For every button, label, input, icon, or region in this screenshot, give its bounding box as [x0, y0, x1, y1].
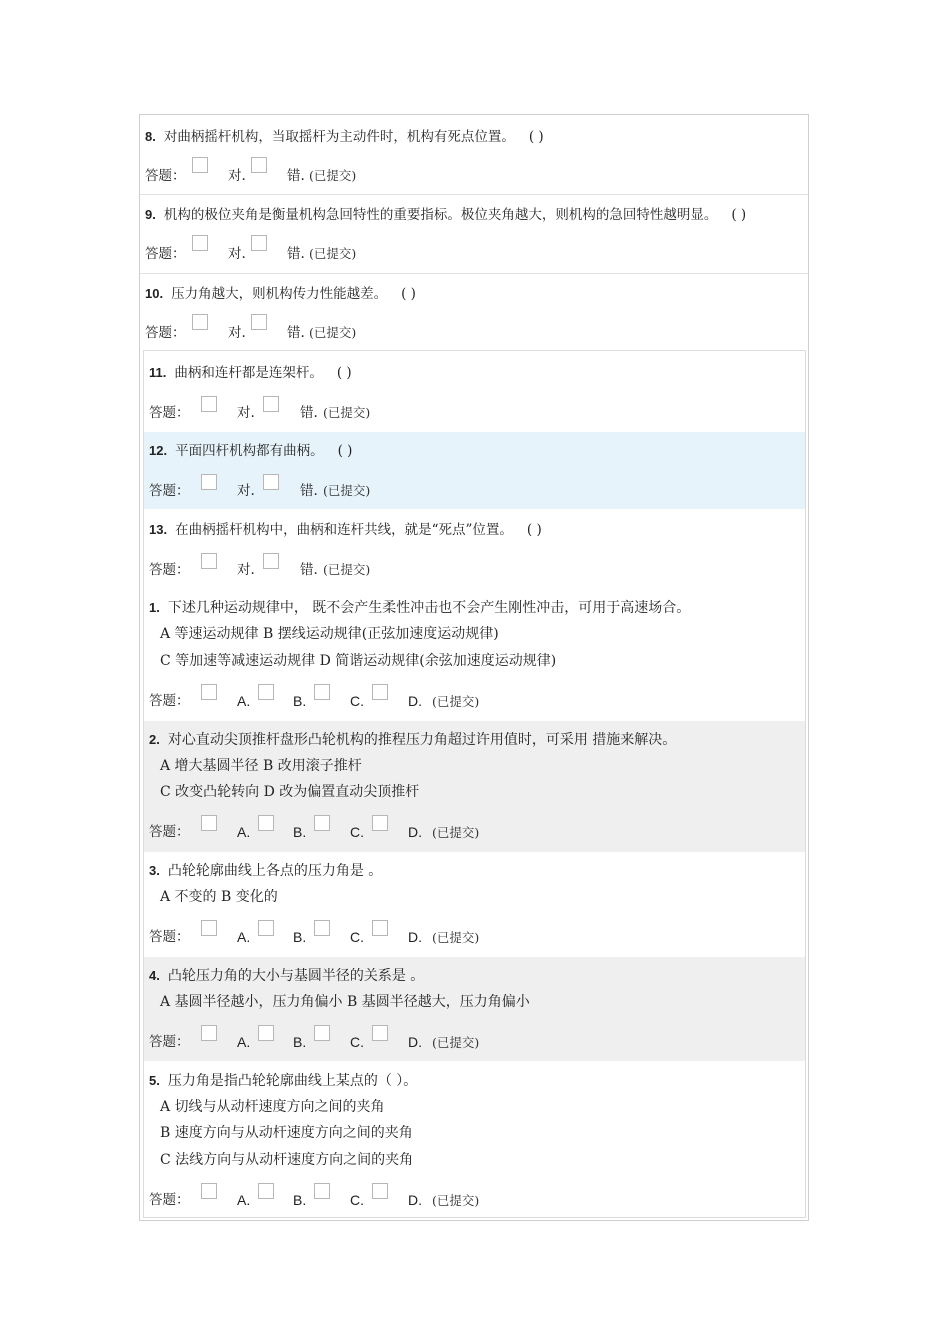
checkbox-b[interactable]	[258, 920, 274, 936]
option-line: A 基圆半径越小，压力角偏小 B 基圆半径越大，压力角偏小	[160, 994, 530, 1010]
label-true: 对.	[228, 325, 246, 341]
answer-row-c3	[149, 928, 190, 946]
answer-prefix: 答题：	[145, 325, 186, 341]
label-true: 对.	[228, 168, 246, 184]
answer-row-q11	[149, 404, 190, 422]
answer-row-q8	[145, 167, 186, 185]
answer-prefix: 答题：	[149, 693, 190, 709]
question-8	[145, 128, 544, 146]
choice-question-1	[149, 599, 690, 617]
question-number: 1.	[149, 600, 160, 615]
submitted-status: (已提交)	[432, 694, 480, 709]
checkbox-a[interactable]	[201, 684, 217, 700]
answer-paren: ( )	[526, 522, 542, 538]
checkbox-d[interactable]	[372, 920, 388, 936]
checkbox-true[interactable]	[201, 396, 217, 412]
label-b: B.	[293, 929, 307, 945]
label-c: C.	[350, 824, 364, 840]
question-number: 2.	[149, 732, 160, 747]
label-false: 错.	[300, 405, 318, 421]
answer-prefix: 答题：	[149, 1192, 190, 1208]
checkbox-c[interactable]	[314, 1183, 330, 1199]
question-number: 13.	[149, 522, 168, 537]
checkbox-false[interactable]	[251, 235, 267, 251]
answer-prefix: 答题：	[149, 405, 190, 421]
question-9	[145, 206, 746, 224]
question-number: 12.	[149, 443, 168, 458]
submitted-status: (已提交)	[323, 405, 371, 420]
question-12	[149, 442, 352, 460]
option-line: B 速度方向与从动杆速度方向之间的夹角	[160, 1125, 413, 1141]
checkbox-a[interactable]	[201, 1183, 217, 1199]
question-number: 4.	[149, 968, 160, 983]
choice-question-3	[149, 862, 382, 880]
choice-question-5	[149, 1072, 417, 1090]
option-line: C 等加速等减速运动规律 D 简谐运动规律(余弦加速度运动规律)	[160, 653, 557, 669]
question-text: 下述几种运动规律中， 既不会产生柔性冲击也不会产生刚性冲击，可用于高速场合。	[167, 600, 691, 616]
question-text: 对心直动尖顶推杆盘形凸轮机构的推程压力角超过许用值时，可采用 措施来解决。	[167, 732, 677, 748]
option-line: A 等速运动规律 B 摆线运动规律(正弦加速度运动规律)	[160, 626, 499, 642]
checkbox-d[interactable]	[372, 684, 388, 700]
option-line: A 增大基圆半径 B 改用滚子推杆	[160, 758, 362, 774]
answer-prefix: 答题：	[149, 562, 190, 578]
submitted-status: (已提交)	[323, 562, 371, 577]
checkbox-true[interactable]	[192, 235, 208, 251]
submitted-status: (已提交)	[432, 825, 480, 840]
checkbox-b[interactable]	[258, 1183, 274, 1199]
submitted-status: (已提交)	[432, 1193, 480, 1208]
question-11	[149, 364, 352, 382]
label-false: 错.	[287, 325, 305, 341]
label-d: D.	[408, 693, 422, 709]
checkbox-true[interactable]	[192, 157, 208, 173]
answer-row-q13	[149, 561, 190, 579]
answer-prefix: 答题：	[149, 824, 190, 840]
label-a: A.	[237, 693, 251, 709]
answer-row-c2	[149, 823, 190, 841]
checkbox-true[interactable]	[201, 474, 217, 490]
question-number: 9.	[145, 207, 156, 222]
checkbox-b[interactable]	[258, 815, 274, 831]
answer-prefix: 答题：	[145, 168, 186, 184]
label-false: 错.	[300, 562, 318, 578]
label-b: B.	[293, 693, 307, 709]
label-false: 错.	[287, 246, 305, 262]
question-number: 11.	[149, 365, 167, 380]
answer-paren: ( )	[336, 365, 352, 381]
answer-row-q10	[145, 324, 186, 342]
answer-prefix: 答题：	[149, 1034, 190, 1050]
label-a: A.	[237, 824, 251, 840]
question-text: 凸轮压力角的大小与基圆半径的关系是 。	[167, 968, 425, 984]
answer-row-c1	[149, 692, 190, 710]
submitted-status: (已提交)	[309, 325, 357, 340]
label-false: 错.	[300, 483, 318, 499]
checkbox-a[interactable]	[201, 920, 217, 936]
checkbox-c[interactable]	[314, 684, 330, 700]
answer-prefix: 答题：	[149, 929, 190, 945]
checkbox-a[interactable]	[201, 815, 217, 831]
answer-prefix: 答题：	[145, 246, 186, 262]
label-c: C.	[350, 693, 364, 709]
answer-paren: ( )	[731, 207, 747, 223]
label-c: C.	[350, 929, 364, 945]
label-a: A.	[237, 929, 251, 945]
label-b: B.	[293, 824, 307, 840]
label-true: 对.	[237, 483, 255, 499]
submitted-status: (已提交)	[309, 168, 357, 183]
checkbox-false[interactable]	[263, 553, 279, 569]
option-line: C 法线方向与从动杆速度方向之间的夹角	[160, 1152, 414, 1168]
answer-paren: ( )	[401, 286, 416, 302]
question-text: 在曲柄摇杆机构中，曲柄和连杆共线，就是“死点”位置。	[175, 522, 513, 538]
label-c: C.	[350, 1034, 364, 1050]
label-d: D.	[408, 1034, 422, 1050]
question-text: 对曲柄摇杆机构，当取摇杆为主动件时，机构有死点位置。	[163, 129, 515, 145]
answer-paren: ( )	[528, 129, 544, 145]
label-true: 对.	[228, 246, 246, 262]
label-a: A.	[237, 1034, 251, 1050]
label-false: 错.	[287, 168, 305, 184]
question-text: 凸轮轮廓曲线上各点的压力角是 。	[167, 863, 383, 879]
question-number: 8.	[145, 129, 156, 144]
answer-paren: ( )	[337, 443, 353, 459]
option-line: A 不变的 B 变化的	[160, 889, 278, 905]
question-number: 5.	[149, 1073, 160, 1088]
question-text: 压力角越大，则机构传力性能越差。	[171, 286, 388, 302]
label-c: C.	[350, 1192, 364, 1208]
question-text: 平面四杆机构都有曲柄。	[175, 443, 324, 459]
choice-question-4	[149, 967, 424, 985]
question-text: 压力角是指凸轮轮廓曲线上某点的（ ）。	[167, 1073, 418, 1089]
checkbox-d[interactable]	[372, 1025, 388, 1041]
label-b: B.	[293, 1192, 307, 1208]
answer-prefix: 答题：	[149, 483, 190, 499]
question-number: 3.	[149, 863, 160, 878]
option-line: A 切线与从动杆速度方向之间的夹角	[160, 1099, 385, 1115]
submitted-status: (已提交)	[323, 483, 371, 498]
submitted-status: (已提交)	[432, 930, 480, 945]
checkbox-c[interactable]	[314, 1025, 330, 1041]
question-text: 机构的极位夹角是衡量机构急回特性的重要指标。极位夹角越大，则机构的急回特性越明显。	[163, 207, 718, 223]
checkbox-b[interactable]	[258, 684, 274, 700]
row-divider	[140, 194, 808, 195]
label-true: 对.	[237, 562, 255, 578]
checkbox-true[interactable]	[192, 314, 208, 330]
submitted-status: (已提交)	[432, 1035, 480, 1050]
checkbox-c[interactable]	[314, 920, 330, 936]
label-true: 对.	[237, 405, 255, 421]
checkbox-false[interactable]	[251, 314, 267, 330]
label-a: A.	[237, 1192, 251, 1208]
checkbox-false[interactable]	[251, 157, 267, 173]
answer-row-c4	[149, 1033, 190, 1051]
checkbox-a[interactable]	[201, 1025, 217, 1041]
answer-row-q9	[145, 245, 186, 263]
option-line: C 改变凸轮转向 D 改为偏置直动尖顶推杆	[160, 784, 420, 800]
checkbox-d[interactable]	[372, 815, 388, 831]
question-number: 10.	[145, 286, 164, 301]
checkbox-b[interactable]	[258, 1025, 274, 1041]
label-d: D.	[408, 929, 422, 945]
choice-question-2	[149, 731, 676, 749]
submitted-status: (已提交)	[309, 246, 357, 261]
checkbox-true[interactable]	[201, 553, 217, 569]
checkbox-c[interactable]	[314, 815, 330, 831]
answer-row-c5	[149, 1191, 190, 1209]
question-10	[145, 285, 416, 303]
label-d: D.	[408, 1192, 422, 1208]
checkbox-d[interactable]	[372, 1183, 388, 1199]
label-b: B.	[293, 1034, 307, 1050]
answer-row-q12	[149, 482, 190, 500]
question-text: 曲柄和连杆都是连架杆。	[174, 365, 323, 381]
question-13	[149, 521, 542, 539]
label-d: D.	[408, 824, 422, 840]
checkbox-false[interactable]	[263, 396, 279, 412]
row-divider	[140, 273, 808, 274]
checkbox-false[interactable]	[263, 474, 279, 490]
